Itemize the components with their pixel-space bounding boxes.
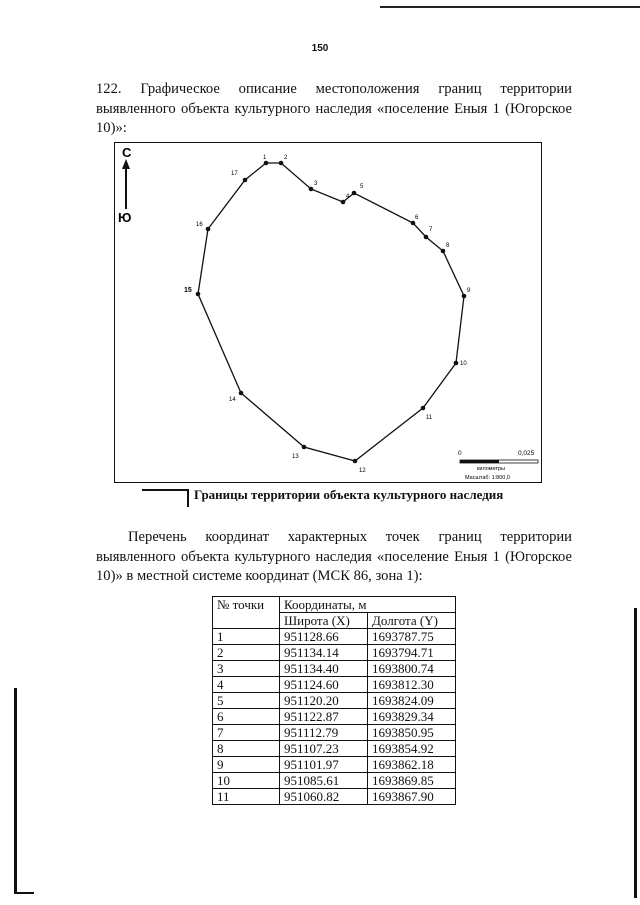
- header-latitude: Широта (X): [280, 613, 368, 629]
- boundary-vertex: [341, 200, 346, 205]
- compass-south-label: Ю: [118, 210, 132, 225]
- cell-latitude: 951085.61: [280, 773, 368, 789]
- table-row: [213, 629, 456, 645]
- legend-divider: [187, 489, 189, 507]
- cell-latitude: 951101.97: [280, 757, 368, 773]
- cell-latitude: 951112.79: [280, 725, 368, 741]
- cell-point-number: 5: [213, 693, 280, 709]
- vertex-label: 16: [196, 222, 203, 228]
- table-row: [213, 661, 456, 677]
- map-legend: [142, 485, 562, 507]
- cell-latitude: 951128.66: [280, 629, 368, 645]
- vertex-label: 13: [292, 454, 299, 460]
- boundary-vertex: [309, 187, 314, 192]
- list-intro-line: выявленного объекта культурного наследия «поселение Еныя 1 (Югорское: [96, 548, 572, 565]
- cell-point-number: 2: [213, 645, 280, 661]
- section-heading-line: 122. Графическое описание местоположения границ территории: [96, 81, 572, 97]
- scale-units-label: километры: [477, 466, 505, 472]
- list-intro: [96, 528, 572, 587]
- compass-arrow-icon: [122, 159, 130, 209]
- boundary-vertex: [352, 191, 357, 196]
- boundary-vertex: [302, 445, 307, 450]
- cell-longitude: 1693854.92: [368, 741, 456, 757]
- cell-longitude: 1693787.75: [368, 629, 456, 645]
- boundary-map: [114, 142, 542, 483]
- legend-label: Границы территории объекта культурного наследия: [194, 487, 504, 502]
- cell-longitude: 1693812.30: [368, 677, 456, 693]
- boundary-vertex: [243, 178, 248, 183]
- table-row: [213, 789, 456, 805]
- cell-latitude: 951107.23: [280, 741, 368, 757]
- section-heading-line: выявленного объекта культурного наследия «поселение Еныя 1 (Югорское: [96, 100, 572, 117]
- boundary-vertex: [424, 235, 429, 240]
- list-intro-line: 10)» в местной системе координат (МСК 86, зона 1):: [96, 568, 423, 584]
- scan-edge-bar-right: [634, 608, 637, 898]
- cell-longitude: 1693869.85: [368, 773, 456, 789]
- cell-point-number: 4: [213, 677, 280, 693]
- vertex-label: 5: [360, 184, 364, 190]
- boundary-vertex: [454, 361, 459, 366]
- table-row: [213, 725, 456, 741]
- boundary-vertex: [353, 459, 358, 464]
- vertex-label: 10: [460, 361, 467, 367]
- vertex-label: 6: [415, 215, 419, 221]
- cell-longitude: 1693824.09: [368, 693, 456, 709]
- cell-point-number: 3: [213, 661, 280, 677]
- cell-point-number: 6: [213, 709, 280, 725]
- table-row: [213, 741, 456, 757]
- boundary-vertex: [411, 221, 416, 226]
- scan-edge-bar-left: [14, 688, 17, 893]
- cell-point-number: 11: [213, 789, 280, 805]
- vertex-label: 17: [231, 171, 238, 177]
- cell-point-number: 9: [213, 757, 280, 773]
- table-row: [213, 677, 456, 693]
- scale-bar: [460, 460, 538, 463]
- cell-point-number: 7: [213, 725, 280, 741]
- vertex-label: 14: [229, 397, 236, 403]
- boundary-vertex: [196, 292, 201, 297]
- cell-latitude: 951134.14: [280, 645, 368, 661]
- scale-ratio-label: Масштаб: 1:800,0: [465, 475, 510, 481]
- cell-longitude: 1693794.71: [368, 645, 456, 661]
- scan-edge-line: [380, 6, 640, 8]
- header-point-number: № точки: [213, 597, 280, 629]
- list-intro-line: Перечень координат характерных точек границ территории: [128, 529, 572, 545]
- scale-end-label: 0,025: [518, 450, 535, 457]
- vertex-label: 9: [467, 288, 471, 294]
- boundary-vertex: [421, 406, 426, 411]
- cell-latitude: 951120.20: [280, 693, 368, 709]
- page-number: 150: [311, 43, 329, 54]
- vertex-label: 11: [426, 415, 433, 421]
- boundary-vertex: [239, 391, 244, 396]
- table-row: [213, 757, 456, 773]
- cell-longitude: 1693800.74: [368, 661, 456, 677]
- vertex-label: 2: [284, 155, 288, 161]
- cell-longitude: 1693867.90: [368, 789, 456, 805]
- table-row: [213, 645, 456, 661]
- vertex-label: 1: [263, 155, 267, 161]
- compass-north-label: С: [122, 145, 132, 160]
- table-row: [213, 709, 456, 725]
- cell-latitude: 951122.87: [280, 709, 368, 725]
- vertex-label: 4: [346, 194, 350, 200]
- vertex-label: 8: [446, 243, 450, 249]
- section-heading: [96, 80, 572, 139]
- scale-start-label: 0: [458, 450, 462, 457]
- boundary-vertex: [441, 249, 446, 254]
- vertex-label: 12: [359, 468, 366, 474]
- map-canvas: [115, 143, 543, 484]
- cell-latitude: 951124.60: [280, 677, 368, 693]
- boundary-vertex: [206, 227, 211, 232]
- cell-latitude: 951060.82: [280, 789, 368, 805]
- vertex-label: 3: [314, 181, 318, 187]
- boundary-vertex: [462, 294, 467, 299]
- cell-point-number: 8: [213, 741, 280, 757]
- cell-point-number: 10: [213, 773, 280, 789]
- scan-edge-tick: [14, 892, 34, 894]
- cell-longitude: 1693862.18: [368, 757, 456, 773]
- coordinates-table: [212, 596, 456, 805]
- boundary-vertex: [279, 161, 284, 166]
- table-row: [213, 773, 456, 789]
- boundary-polygon: [198, 163, 464, 461]
- cell-longitude: 1693829.34: [368, 709, 456, 725]
- table-row: [213, 693, 456, 709]
- legend-boundary-swatch: [142, 489, 187, 491]
- header-coordinates: Координаты, м: [280, 597, 456, 613]
- cell-point-number: 1: [213, 629, 280, 645]
- header-longitude: Долгота (Y): [368, 613, 456, 629]
- vertex-label: 7: [429, 227, 433, 233]
- vertex-label: 15: [184, 287, 192, 294]
- cell-longitude: 1693850.95: [368, 725, 456, 741]
- cell-latitude: 951134.40: [280, 661, 368, 677]
- section-heading-line: 10)»:: [96, 120, 127, 136]
- boundary-vertex: [264, 161, 269, 166]
